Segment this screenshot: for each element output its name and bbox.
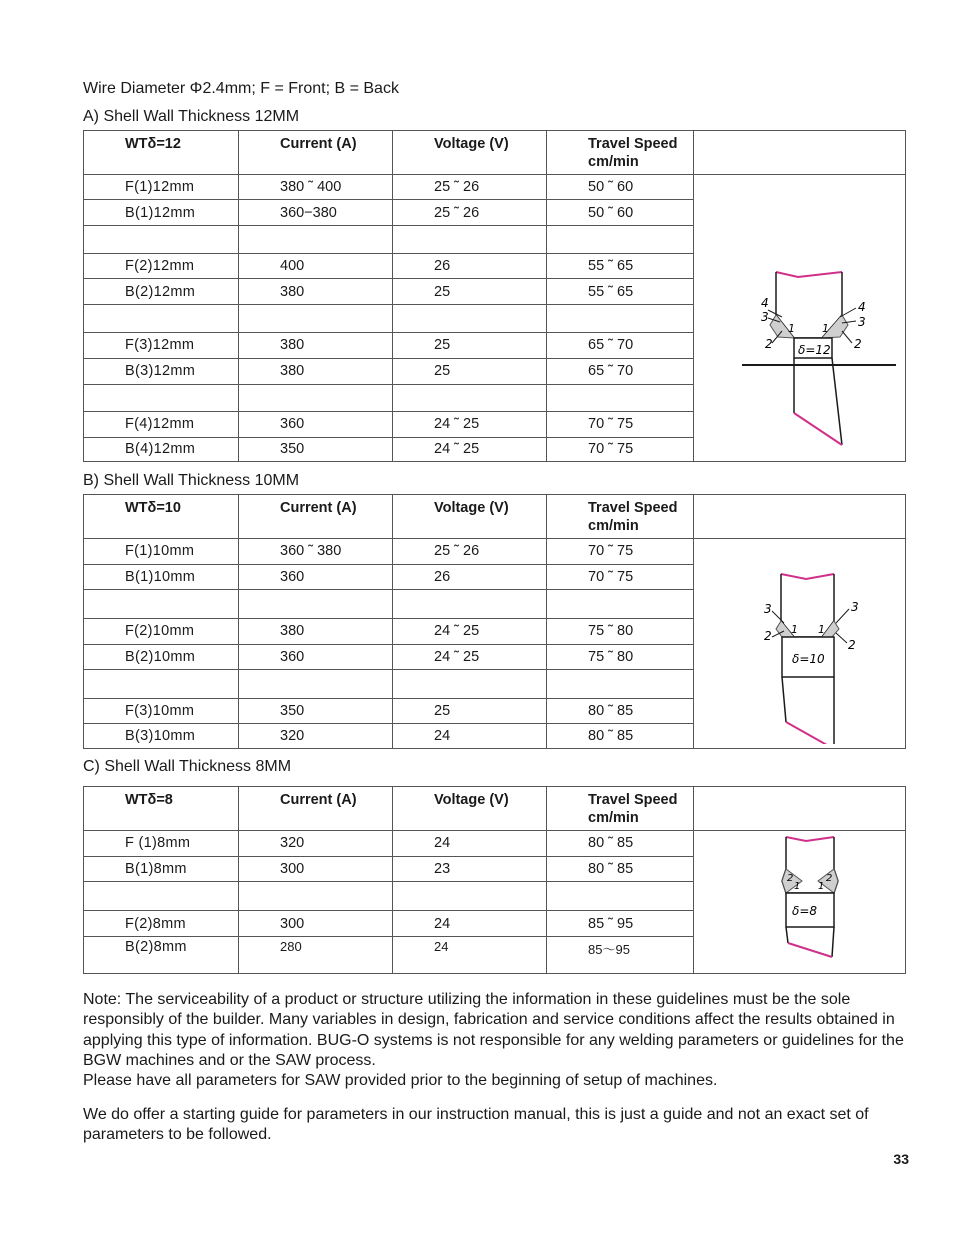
current-value: 320	[239, 831, 393, 857]
disclaimer-note: Note: The serviceability of a product or structure utilizing the information in these guidelines must be the sole responsibly of the builder. Many variables in design, fabrication and service conditions affect the results obtained in applying this type of information. BUG-O systems is not responsible for any welding parameters or guidelines for the BGW machines and or the SAW process.	[83, 991, 904, 1069]
pass-label: 1	[818, 881, 825, 892]
pass-label: 1	[794, 881, 801, 892]
speed-value: 55 ˜ 65	[547, 279, 694, 304]
row-label	[84, 882, 239, 911]
table-12mm	[83, 130, 906, 462]
speed-value	[547, 670, 694, 699]
speed-value: 80 ˜ 85	[547, 856, 694, 882]
pass-label: 2	[848, 638, 856, 652]
pass-label: 3	[851, 600, 859, 614]
voltage-value: 25	[393, 279, 547, 304]
col-header-current: Current (A)	[239, 495, 393, 539]
col-header-thickness: WTδ=8	[84, 787, 239, 831]
speed-value: 80 ˜ 85	[547, 831, 694, 857]
speed-value: 75 ˜ 80	[547, 644, 694, 670]
speed-value	[547, 225, 694, 253]
pass-label: 1	[822, 322, 829, 335]
starting-guide-note: We do offer a starting guide for parameters in our instruction manual, this is just a guide and not an exact set of parameters to be followed.	[83, 1106, 869, 1144]
row-label: F(1)12mm	[84, 175, 239, 200]
row-label: F(3)10mm	[84, 698, 239, 724]
voltage-value	[393, 225, 547, 253]
current-value: 380 ˜ 400	[239, 175, 393, 200]
col-header-travel-speed: Travel Speed cm/min	[547, 787, 694, 831]
col-header-diagram	[694, 787, 906, 831]
row-label: B(4)12mm	[84, 437, 239, 461]
current-value: 360−380	[239, 200, 393, 225]
voltage-value: 24 ˜ 25	[393, 618, 547, 644]
setup-note: Please have all parameters for SAW provided prior to the beginning of setup of machines.	[83, 1072, 718, 1089]
weld-diagram-10mm	[694, 539, 906, 744]
current-value	[239, 882, 393, 911]
voltage-value: 25	[393, 698, 547, 724]
voltage-value	[393, 384, 547, 411]
table-header-row	[84, 131, 906, 175]
voltage-value	[393, 304, 547, 332]
pass-label: 1	[788, 322, 795, 335]
section-b-title: B) Shell Wall Thickness 10MM	[83, 472, 300, 489]
current-value: 380	[239, 358, 393, 384]
row-label: B(2)8mm	[84, 936, 239, 973]
diagram-label: δ=12	[798, 343, 831, 357]
row-label	[84, 670, 239, 699]
pass-label: 2	[787, 873, 794, 884]
diagram-label: δ=10	[792, 652, 825, 666]
current-value: 320	[239, 724, 393, 749]
current-value: 350	[239, 437, 393, 461]
voltage-value: 24	[393, 936, 547, 973]
voltage-value: 25 ˜ 26	[393, 175, 547, 200]
diagram-cell-8mm	[694, 831, 906, 974]
col-header-current: Current (A)	[239, 131, 393, 175]
table-8mm	[83, 786, 906, 974]
row-label: F(2)8mm	[84, 911, 239, 937]
row-label: B(2)10mm	[84, 644, 239, 670]
speed-value: 55 ˜ 65	[547, 254, 694, 279]
speed-value	[547, 882, 694, 911]
section-c-title: C) Shell Wall Thickness 8MM	[83, 758, 292, 775]
current-value	[239, 670, 393, 699]
pass-label: 2	[764, 629, 772, 643]
voltage-value: 25	[393, 358, 547, 384]
col-header-thickness: WTδ=10	[84, 495, 239, 539]
row-label: F(1)10mm	[84, 539, 239, 565]
speed-value: 75 ˜ 80	[547, 618, 694, 644]
voltage-value: 24	[393, 724, 547, 749]
current-value: 380	[239, 279, 393, 304]
diagram-cell-10mm	[694, 539, 906, 749]
row-label: F (1)8mm	[84, 831, 239, 857]
pass-label: 4	[761, 296, 769, 310]
pass-label: 4	[858, 300, 866, 314]
voltage-value: 24 ˜ 25	[393, 437, 547, 461]
voltage-value	[393, 670, 547, 699]
speed-value	[547, 590, 694, 619]
current-value: 300	[239, 856, 393, 882]
row-label	[84, 225, 239, 253]
speed-value: 80 ˜ 85	[547, 698, 694, 724]
current-value: 360 ˜ 380	[239, 539, 393, 565]
speed-value: 50 ˜ 60	[547, 175, 694, 200]
table-row	[84, 831, 906, 857]
voltage-value: 23	[393, 856, 547, 882]
pass-label: 2	[854, 337, 862, 351]
col-header-thickness: WTδ=12	[84, 131, 239, 175]
col-header-diagram	[694, 131, 906, 175]
row-label: B(2)12mm	[84, 279, 239, 304]
current-value	[239, 384, 393, 411]
speed-value: 65 ˜ 70	[547, 358, 694, 384]
voltage-value: 26	[393, 254, 547, 279]
voltage-value: 25 ˜ 26	[393, 539, 547, 565]
pass-label: 3	[764, 602, 772, 616]
speed-value	[547, 384, 694, 411]
current-value	[239, 590, 393, 619]
speed-value: 70 ˜ 75	[547, 539, 694, 565]
row-label: B(1)12mm	[84, 200, 239, 225]
speed-value: 70 ˜ 75	[547, 437, 694, 461]
table-header-row	[84, 787, 906, 831]
section-a-title: A) Shell Wall Thickness 12MM	[83, 108, 300, 125]
voltage-value: 24 ˜ 25	[393, 412, 547, 437]
col-header-current: Current (A)	[239, 787, 393, 831]
weld-diagram-8mm	[694, 831, 906, 969]
table-header-row	[84, 495, 906, 539]
row-label: B(1)10mm	[84, 564, 239, 590]
col-header-voltage: Voltage (V)	[393, 131, 547, 175]
voltage-value	[393, 882, 547, 911]
current-value: 360	[239, 412, 393, 437]
voltage-value: 24	[393, 831, 547, 857]
col-header-voltage: Voltage (V)	[393, 495, 547, 539]
speed-value: 85 ˜ 95	[547, 911, 694, 937]
current-value	[239, 225, 393, 253]
row-label	[84, 304, 239, 332]
pass-label: 3	[761, 310, 769, 324]
wire-diameter-intro: Wire Diameter Φ2.4mm; F = Front; B = Back	[83, 80, 399, 97]
current-value: 280	[239, 936, 393, 973]
col-header-travel-speed: Travel Speed cm/min	[547, 131, 694, 175]
pass-label: 2	[765, 337, 773, 351]
col-header-diagram	[694, 495, 906, 539]
voltage-value: 26	[393, 564, 547, 590]
row-label: B(3)12mm	[84, 358, 239, 384]
page-number: 33	[893, 1151, 909, 1167]
row-label: F(2)12mm	[84, 254, 239, 279]
voltage-value: 24	[393, 911, 547, 937]
voltage-value: 25	[393, 333, 547, 358]
pass-label: 1	[791, 623, 798, 636]
col-header-voltage: Voltage (V)	[393, 787, 547, 831]
current-value: 300	[239, 911, 393, 937]
pass-label: 2	[826, 873, 833, 884]
speed-value: 70 ˜ 75	[547, 412, 694, 437]
pass-label: 3	[858, 315, 866, 329]
col-header-travel-speed: Travel Speed cm/min	[547, 495, 694, 539]
table-row	[84, 175, 906, 200]
speed-value: 65 ˜ 70	[547, 333, 694, 358]
current-value: 350	[239, 698, 393, 724]
speed-value: 80 ˜ 85	[547, 724, 694, 749]
voltage-value: 24 ˜ 25	[393, 644, 547, 670]
speed-value	[547, 304, 694, 332]
row-label	[84, 384, 239, 411]
row-label: B(1)8mm	[84, 856, 239, 882]
weld-diagram-12mm	[694, 175, 906, 457]
current-value: 380	[239, 333, 393, 358]
row-label: F(4)12mm	[84, 412, 239, 437]
speed-value: 85～95	[547, 936, 694, 973]
current-value: 360	[239, 644, 393, 670]
diagram-cell-12mm	[694, 175, 906, 462]
speed-value: 50 ˜ 60	[547, 200, 694, 225]
current-value: 400	[239, 254, 393, 279]
table-row	[84, 539, 906, 565]
speed-value: 70 ˜ 75	[547, 564, 694, 590]
pass-label: 1	[818, 623, 825, 636]
row-label	[84, 590, 239, 619]
current-value	[239, 304, 393, 332]
row-label: B(3)10mm	[84, 724, 239, 749]
current-value: 380	[239, 618, 393, 644]
diagram-label: δ=8	[792, 904, 818, 918]
row-label: F(2)10mm	[84, 618, 239, 644]
voltage-value: 25 ˜ 26	[393, 200, 547, 225]
table-10mm	[83, 494, 906, 749]
row-label: F(3)12mm	[84, 333, 239, 358]
voltage-value	[393, 590, 547, 619]
current-value: 360	[239, 564, 393, 590]
